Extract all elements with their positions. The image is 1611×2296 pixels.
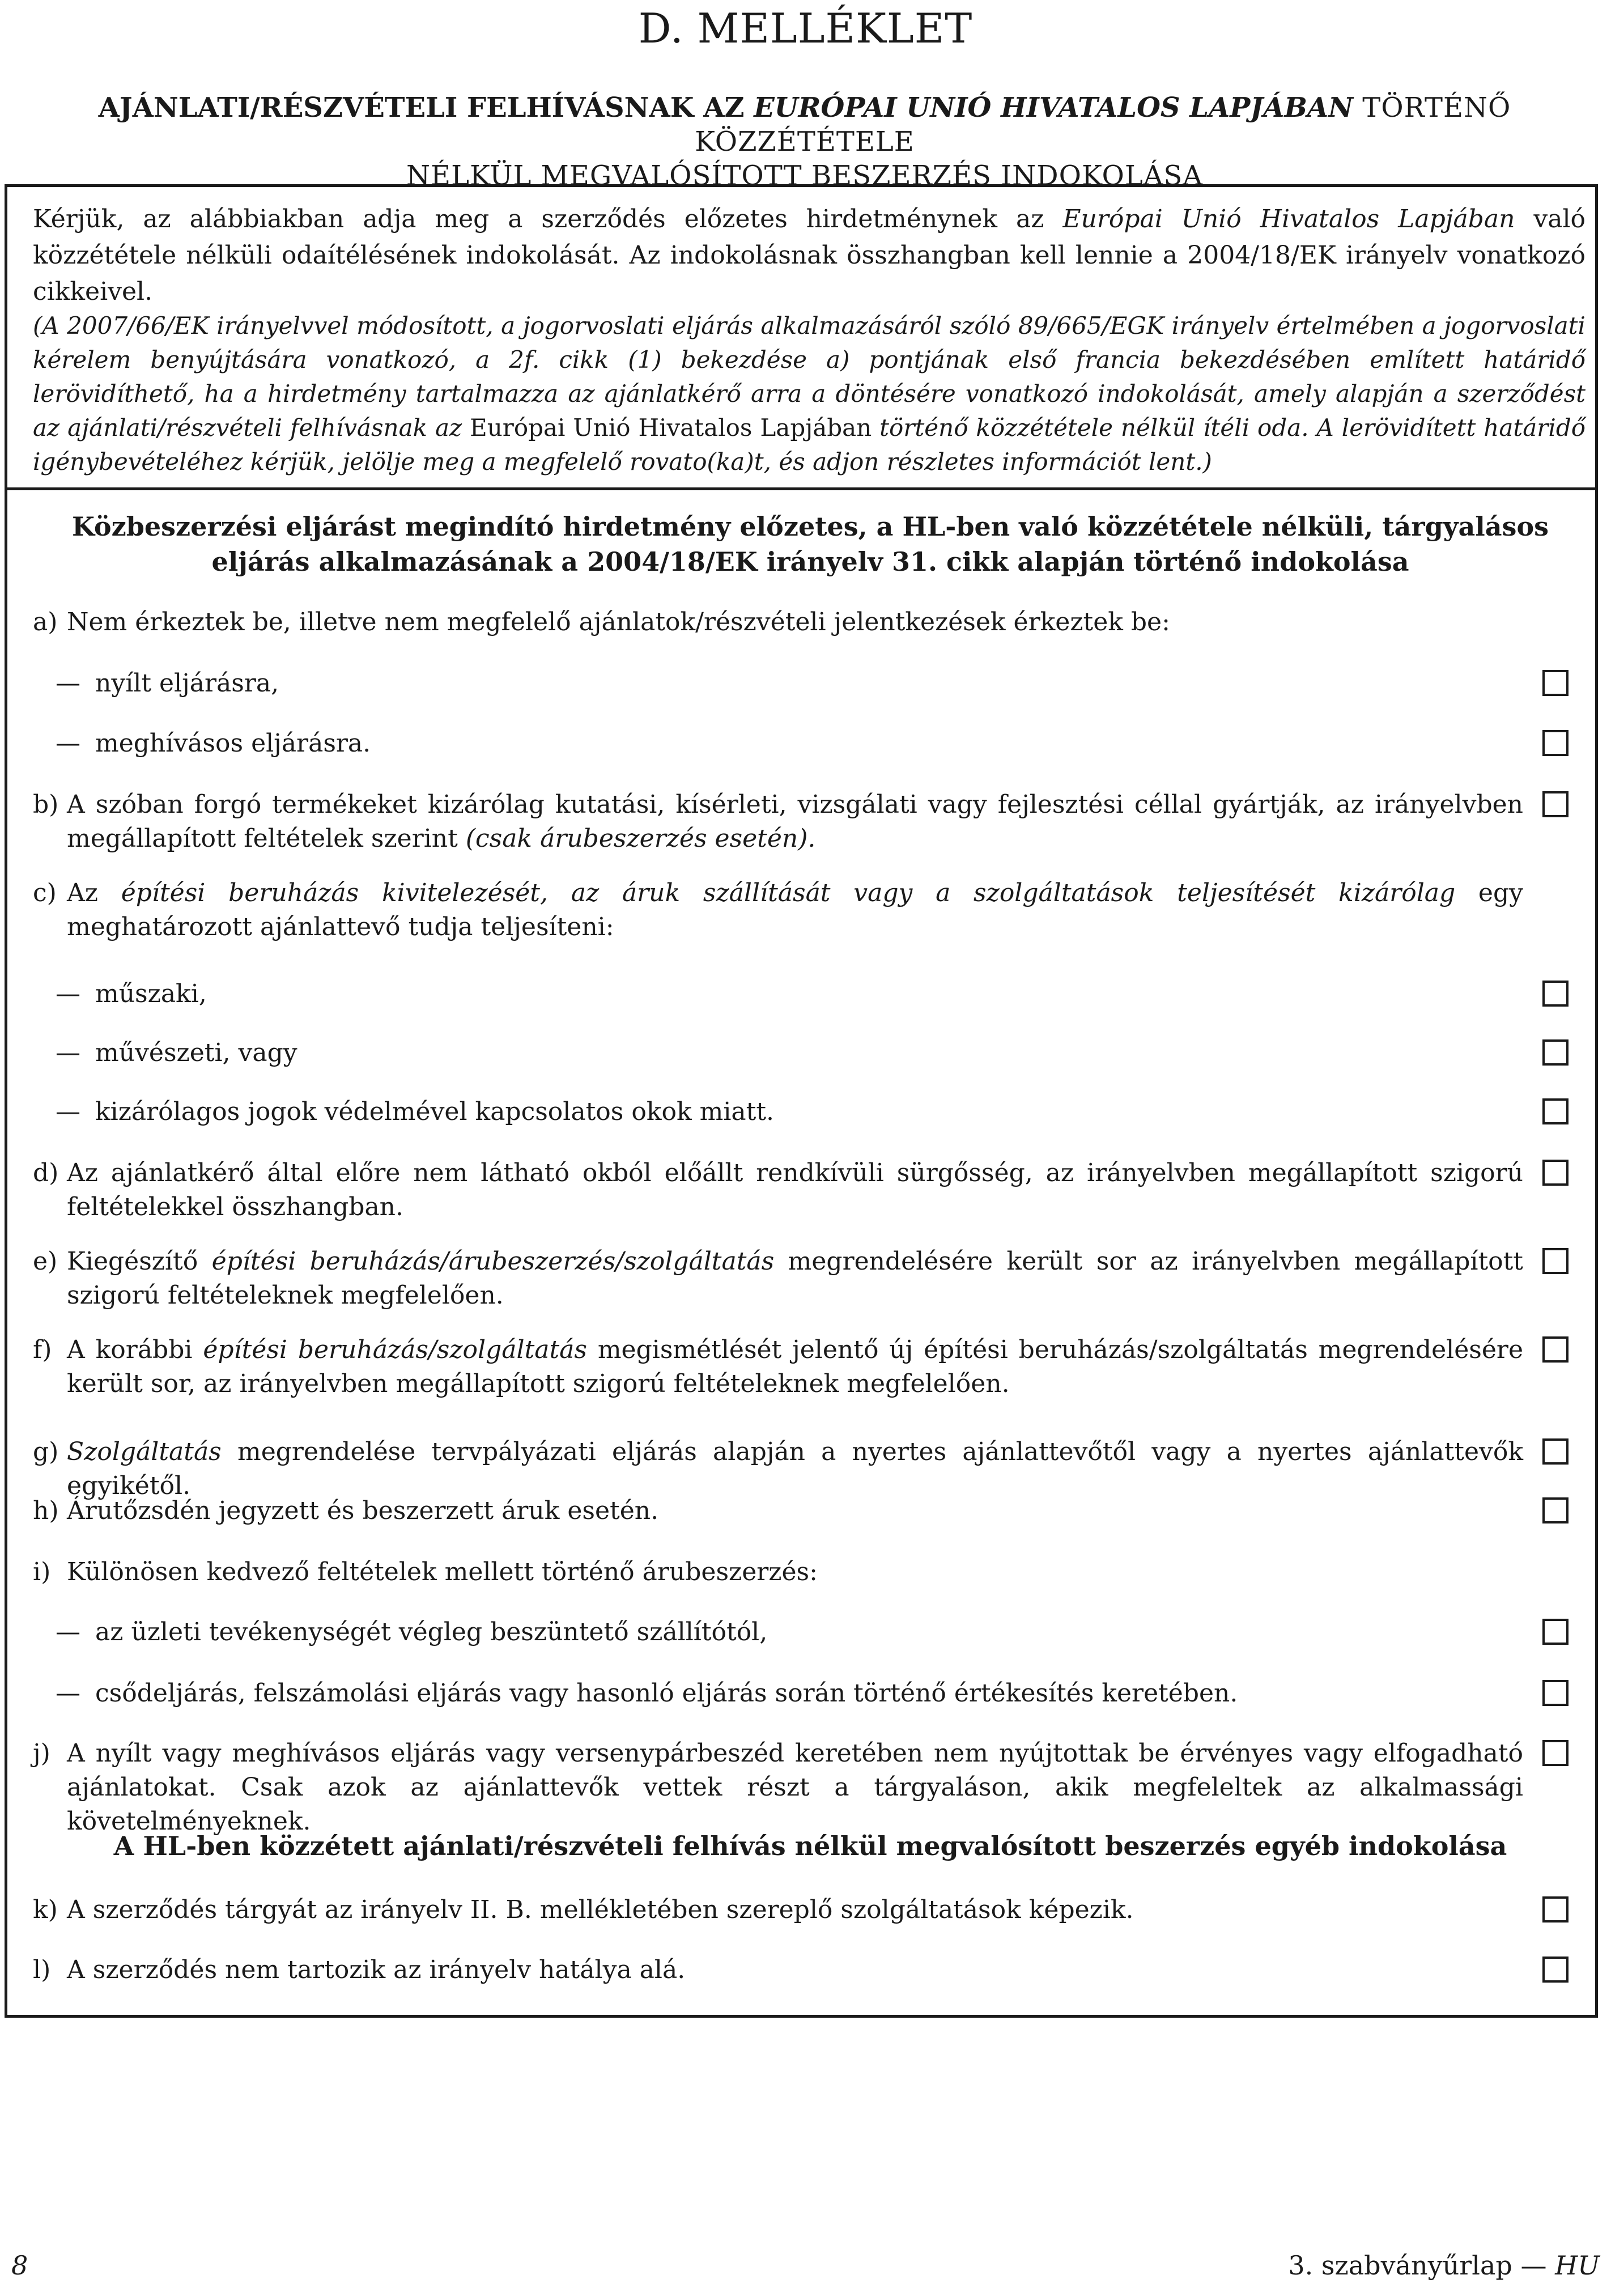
subtitle-part1: AJÁNLATI/RÉSZVÉTELI FELHÍVÁSNAK AZ — [98, 92, 754, 124]
dash: — — [56, 979, 80, 1008]
subtitle-line2: NÉLKÜL MEGVALÓSÍTOTT BESZERZÉS INDOKOLÁSA — [406, 160, 1203, 192]
intro-text-a: Kérjük, az alábbiakban adja meg a szerződés előzetes hirdetménynek az — [33, 205, 1063, 234]
form-label-sep: — — [1512, 2250, 1555, 2281]
item-f-text-a: A korábbi — [67, 1335, 203, 1364]
item-k-letter: k) — [33, 1895, 58, 1924]
item-i-letter: i) — [33, 1557, 51, 1586]
dash: — — [56, 1038, 80, 1067]
checkbox-c-artistic[interactable] — [1542, 1039, 1569, 1066]
form-label-text: 3. szabványűrlap — [1288, 2250, 1512, 2281]
item-l-text: A szerződés nem tartozik az irányelv hatálya alá. — [67, 1955, 686, 1984]
page-title: D. MELLÉKLET — [638, 5, 973, 52]
note-text-c: történő közzététele nélkül ítéli oda. A lerövidített határidő igénybevételéhez kérjük, jelölje meg a megfelelő rovato(ka)t, és adjon részletes információt lent.) — [33, 414, 1586, 476]
checkbox-c-technical[interactable] — [1542, 981, 1569, 1007]
item-g-text-b: megrendelése tervpályázati eljárás alapján a nyertes ajánlattevőtől vagy a nyertes ajánlattevők egyikétől. — [67, 1437, 1523, 1500]
dash: — — [56, 1618, 80, 1646]
item-a-sub2-text: meghívásos eljárásra. — [95, 729, 371, 758]
checkbox-f[interactable] — [1542, 1336, 1569, 1363]
item-e-letter: e) — [33, 1247, 58, 1276]
item-j-letter: j) — [33, 1739, 50, 1768]
item-d-letter: d) — [33, 1158, 59, 1187]
checkbox-i-ceasing-supplier[interactable] — [1542, 1619, 1569, 1645]
intro-note — [33, 309, 1586, 479]
item-c-text-b: egy meghatározott ajánlattevő tudja teljesíteni: — [67, 878, 1523, 941]
subtitle-part2: EURÓPAI UNIÓ HIVATALOS LAPJÁBAN — [754, 92, 1354, 124]
item-c-letter: c) — [33, 878, 57, 907]
item-l-letter: l) — [33, 1955, 51, 1984]
note-text-b: Európai Unió Hivatalos Lapjában — [470, 414, 872, 442]
item-b-letter: b) — [33, 790, 59, 819]
item-c-text-it: építési beruházás kivitelezését, az áruk szállítását vagy a szolgáltatások teljesítését kizárólag — [121, 878, 1456, 907]
item-a-text: Nem érkeztek be, illetve nem megfelelő ajánlatok/részvételi jelentkezések érkeztek be: — [67, 608, 1170, 636]
checkbox-c-exclusive-rights[interactable] — [1542, 1098, 1569, 1124]
section1-heading: Közbeszerzési eljárást megindító hirdetmény előzetes, a HL-ben való közzététele nélküli, tárgyalásos eljárás alkalmazásának a 2004/18/EK irányelv 31. cikk alapján történő indokolása — [71, 511, 1549, 577]
checkbox-k[interactable] — [1542, 1896, 1569, 1922]
item-e-text-a: Kiegészítő — [67, 1247, 212, 1276]
item-d-text: Az ajánlatkérő által előre nem látható okból előállt rendkívüli sürgősség, az irányelvben megállapított szigorú feltételekkel összhangban. — [67, 1158, 1523, 1221]
item-f-letter: f) — [33, 1335, 52, 1364]
item-a-sub1-text: nyílt eljárásra, — [95, 669, 279, 698]
item-c-sub3-text: kizárólagos jogok védelmével kapcsolatos okok miatt. — [95, 1097, 775, 1126]
dash: — — [56, 729, 80, 758]
item-c-sub1-text: műszaki, — [95, 979, 207, 1008]
checkbox-l[interactable] — [1542, 1957, 1569, 1983]
checkbox-g[interactable] — [1542, 1438, 1569, 1465]
form-language: HU — [1555, 2250, 1600, 2281]
intro-paragraph — [33, 201, 1586, 310]
intro-text-b: Európai Unió Hivatalos Lapjában — [1062, 205, 1515, 234]
item-c-sub2-text: művészeti, vagy — [95, 1038, 297, 1067]
item-i-text: Különösen kedvező feltételek mellett történő árubeszerzés: — [67, 1557, 818, 1586]
dash: — — [56, 1679, 80, 1708]
checkbox-d[interactable] — [1542, 1160, 1569, 1186]
item-a-letter: a) — [33, 608, 58, 636]
form-label — [1288, 2250, 1600, 2281]
item-k-text: A szerződés tárgyát az irányelv II. B. mellékletében szereplő szolgáltatások képezik. — [67, 1895, 1134, 1924]
checkbox-a-restricted-procedure[interactable] — [1542, 730, 1569, 756]
checkbox-i-insolvency[interactable] — [1542, 1680, 1569, 1706]
page-subtitle — [11, 91, 1598, 193]
dash: — — [56, 1097, 80, 1126]
checkbox-j[interactable] — [1542, 1740, 1569, 1766]
item-b-text-it: (csak árubeszerzés esetén). — [465, 824, 816, 853]
item-f-text-it: építési beruházás/szolgáltatás — [203, 1335, 587, 1364]
item-h-letter: h) — [33, 1496, 59, 1525]
item-e-text-b: megrendelésére került sor az irányelvben megállapított szigorú feltételeknek megfelelően. — [67, 1247, 1523, 1310]
note-text-a: (A 2007/66/EK irányelvvel módosított, a jogorvoslati eljárás alkalmazásáról szóló 89/665/EGK irányelv értelmében a jogorvoslati kérelem benyújtására vonatkozó, a 2f. cikk (1) bekezdése a) pontjának első francia bekezdésében említett határidő lerövidíthető, ha a hirdetmény tartalmazza az ajánlatkérő arra a döntésére vonatkozó indokolását, amely alapján a szerződést az ajánlati/részvételi felhívásnak az — [33, 312, 1586, 442]
checkbox-h[interactable] — [1542, 1497, 1569, 1523]
item-c-text — [67, 876, 1523, 944]
item-b-text-a: A szóban forgó termékeket kizárólag kutatási, kísérleti, vizsgálati vagy fejlesztési céllal gyártják, az irányelvben megállapított feltételek szerint — [67, 790, 1523, 853]
dash: — — [56, 669, 80, 698]
item-f-text-b: megismétlését jelentő új építési beruházás/szolgáltatás megrendelésére került sor, az irányelvben megállapított szigorú feltételeknek megfelelően. — [67, 1335, 1523, 1398]
subtitle-part3: TÖRTÉNŐ KÖZZÉTÉTELE — [695, 92, 1511, 158]
page-number: 8 — [11, 2250, 28, 2281]
checkbox-e[interactable] — [1542, 1248, 1569, 1274]
item-b-text — [67, 788, 1523, 856]
item-e-text — [67, 1245, 1523, 1313]
item-c-text-a: Az — [67, 878, 121, 907]
item-h-text: Árutőzsdén jegyzett és beszerzett áruk esetén. — [67, 1496, 659, 1525]
item-g-text-it: Szolgáltatás — [67, 1437, 222, 1466]
item-g-text — [67, 1435, 1523, 1503]
item-j-text: A nyílt vagy meghívásos eljárás vagy versenypárbeszéd keretében nem nyújtottak be érvényes vagy elfogadható ajánlatokat. Csak azok az ajánlattevők vettek részt a tárgyaláson, akik megfeleltek az alkalmassági követelményeknek. — [67, 1739, 1523, 1836]
item-e-text-it: építési beruházás/árubeszerzés/szolgáltatás — [211, 1247, 775, 1276]
section2-heading: A HL-ben közzétett ajánlati/részvételi felhívás nélkül megvalósított beszerzés egyéb indokolása — [113, 1831, 1507, 1861]
intro-text-c: való közzététele nélküli odaítélésének indokolását. Az indokolásnak összhangban kell lennie a 2004/18/EK irányelv vonatkozó cikkeivel. — [33, 205, 1586, 306]
item-i-sub2-text: csődeljárás, felszámolási eljárás vagy hasonló eljárás során történő értékesítés keretében. — [95, 1679, 1238, 1708]
checkbox-b[interactable] — [1542, 791, 1569, 817]
item-i-sub1-text: az üzleti tevékenységét végleg beszüntető szállítótól, — [95, 1618, 768, 1646]
item-f-text — [67, 1333, 1523, 1401]
checkbox-a-open-procedure[interactable] — [1542, 670, 1569, 696]
item-g-letter: g) — [33, 1437, 59, 1466]
